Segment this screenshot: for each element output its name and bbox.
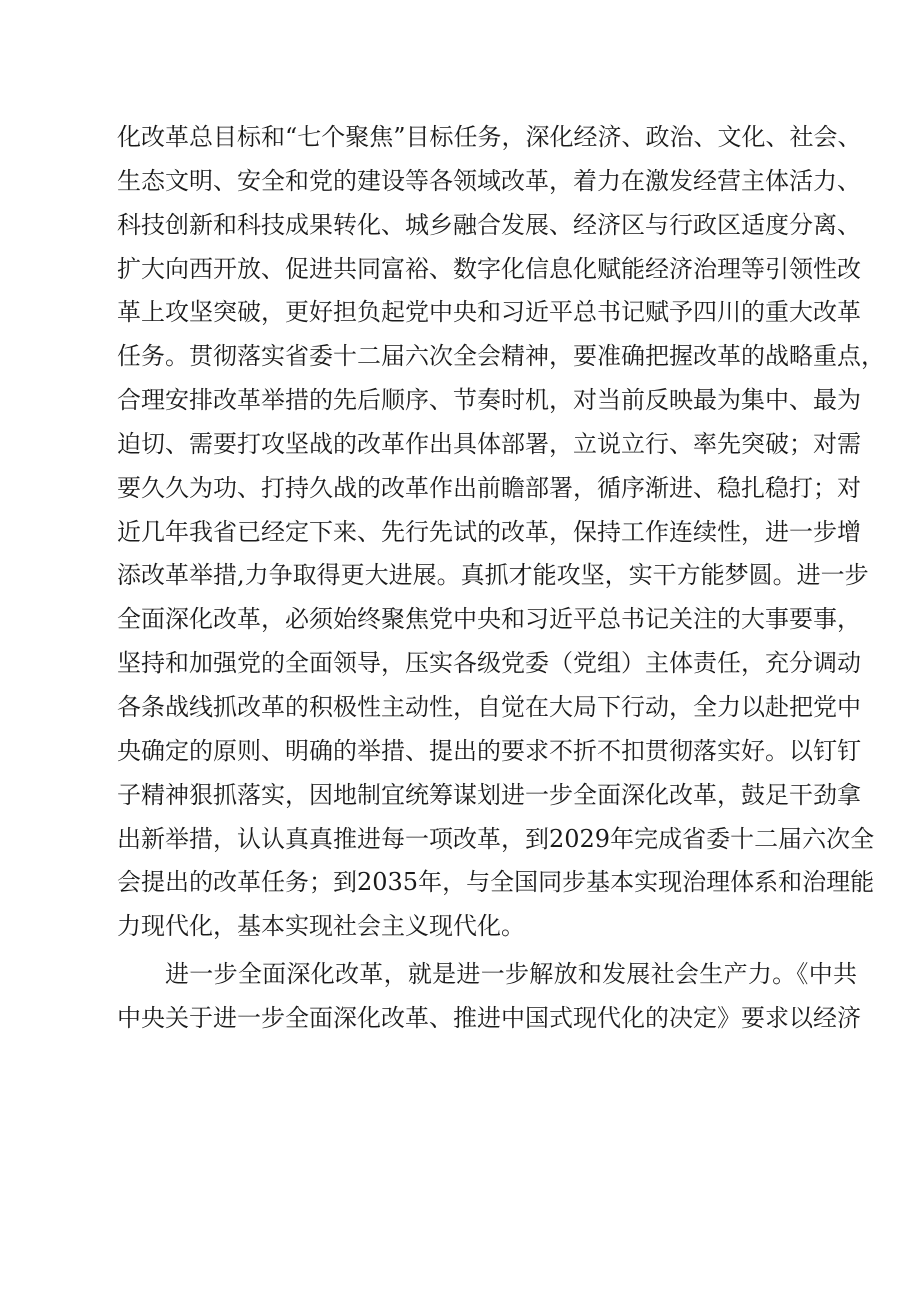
text-line: 革上攻坚突破，更好担负起党中央和习近平总书记赋予四川的重大改革 xyxy=(117,298,861,327)
text-line: 全面深化改革，必须始终聚焦党中央和习近平总书记关注的大事要事， xyxy=(117,605,861,634)
text-line: 近几年我省已经定下来、先行先试的改革，保持工作连续性，进一步增 xyxy=(117,517,861,546)
text-line: 力现代化，基本实现社会主义现代化。 xyxy=(117,912,525,941)
text-line: 生态文明、安全和党的建设等各领域改革，着力在激发经营主体活力、 xyxy=(117,166,861,195)
text-line: 迫切、需要打攻坚战的改革作出具体部署，立说立行、率先突破；对需 xyxy=(117,429,861,458)
text-line: 坚持和加强党的全面领导，压实各级党委（党组）主体责任，充分调动 xyxy=(117,649,861,678)
text-line: 添改革举措,力争取得更大进展。真抓才能攻坚，实干方能梦圆。进一步 xyxy=(117,561,869,590)
text-line: 化改革总目标和“七个聚焦”目标任务，深化经济、政治、文化、社会、 xyxy=(117,123,862,151)
text-line: 子精神狠抓落实，因地制宜统筹谋划进一步全面深化改革，鼓足干劲拿 xyxy=(117,780,861,809)
text-line: 各条战线抓改革的积极性主动性，自觉在大局下行动，全力以赴把党中 xyxy=(117,692,861,721)
text-line: 扩大向西开放、促进共同富裕、数字化信息化赋能经济治理等引领性改 xyxy=(117,254,861,283)
text-line: 会提出的改革任务；到2035年，与全国同步基本实现治理体系和治理能 xyxy=(117,868,875,897)
text-line: 中央关于进一步全面深化改革、推进中国式现代化的决定》要求以经济 xyxy=(117,1003,861,1032)
body-text xyxy=(117,116,885,1041)
text-line: 任务。贯彻落实省委十二届六次全会精神，要准确把握改革的战略重点， xyxy=(117,342,885,371)
text-line: 合理安排改革举措的先后顺序、节奏时机，对当前反映最为集中、最为 xyxy=(117,386,861,415)
text-line: 央确定的原则、明确的举措、提出的要求不折不扣贯彻落实好。以钉钉 xyxy=(117,736,861,765)
paragraph-2 xyxy=(117,953,861,1041)
paragraph-1 xyxy=(117,116,885,949)
text-line: 出新举措，认认真真推进每一项改革，到2029年完成省委十二届六次全 xyxy=(117,824,875,853)
text-line: 要久久为功、打持久战的改革作出前瞻部署，循序渐进、稳扎稳打；对 xyxy=(117,473,861,502)
text-line: 进一步全面深化改革，就是进一步解放和发展社会生产力。《中共 xyxy=(165,960,857,989)
text-line: 科技创新和科技成果转化、城乡融合发展、经济区与行政区适度分离、 xyxy=(117,210,861,239)
